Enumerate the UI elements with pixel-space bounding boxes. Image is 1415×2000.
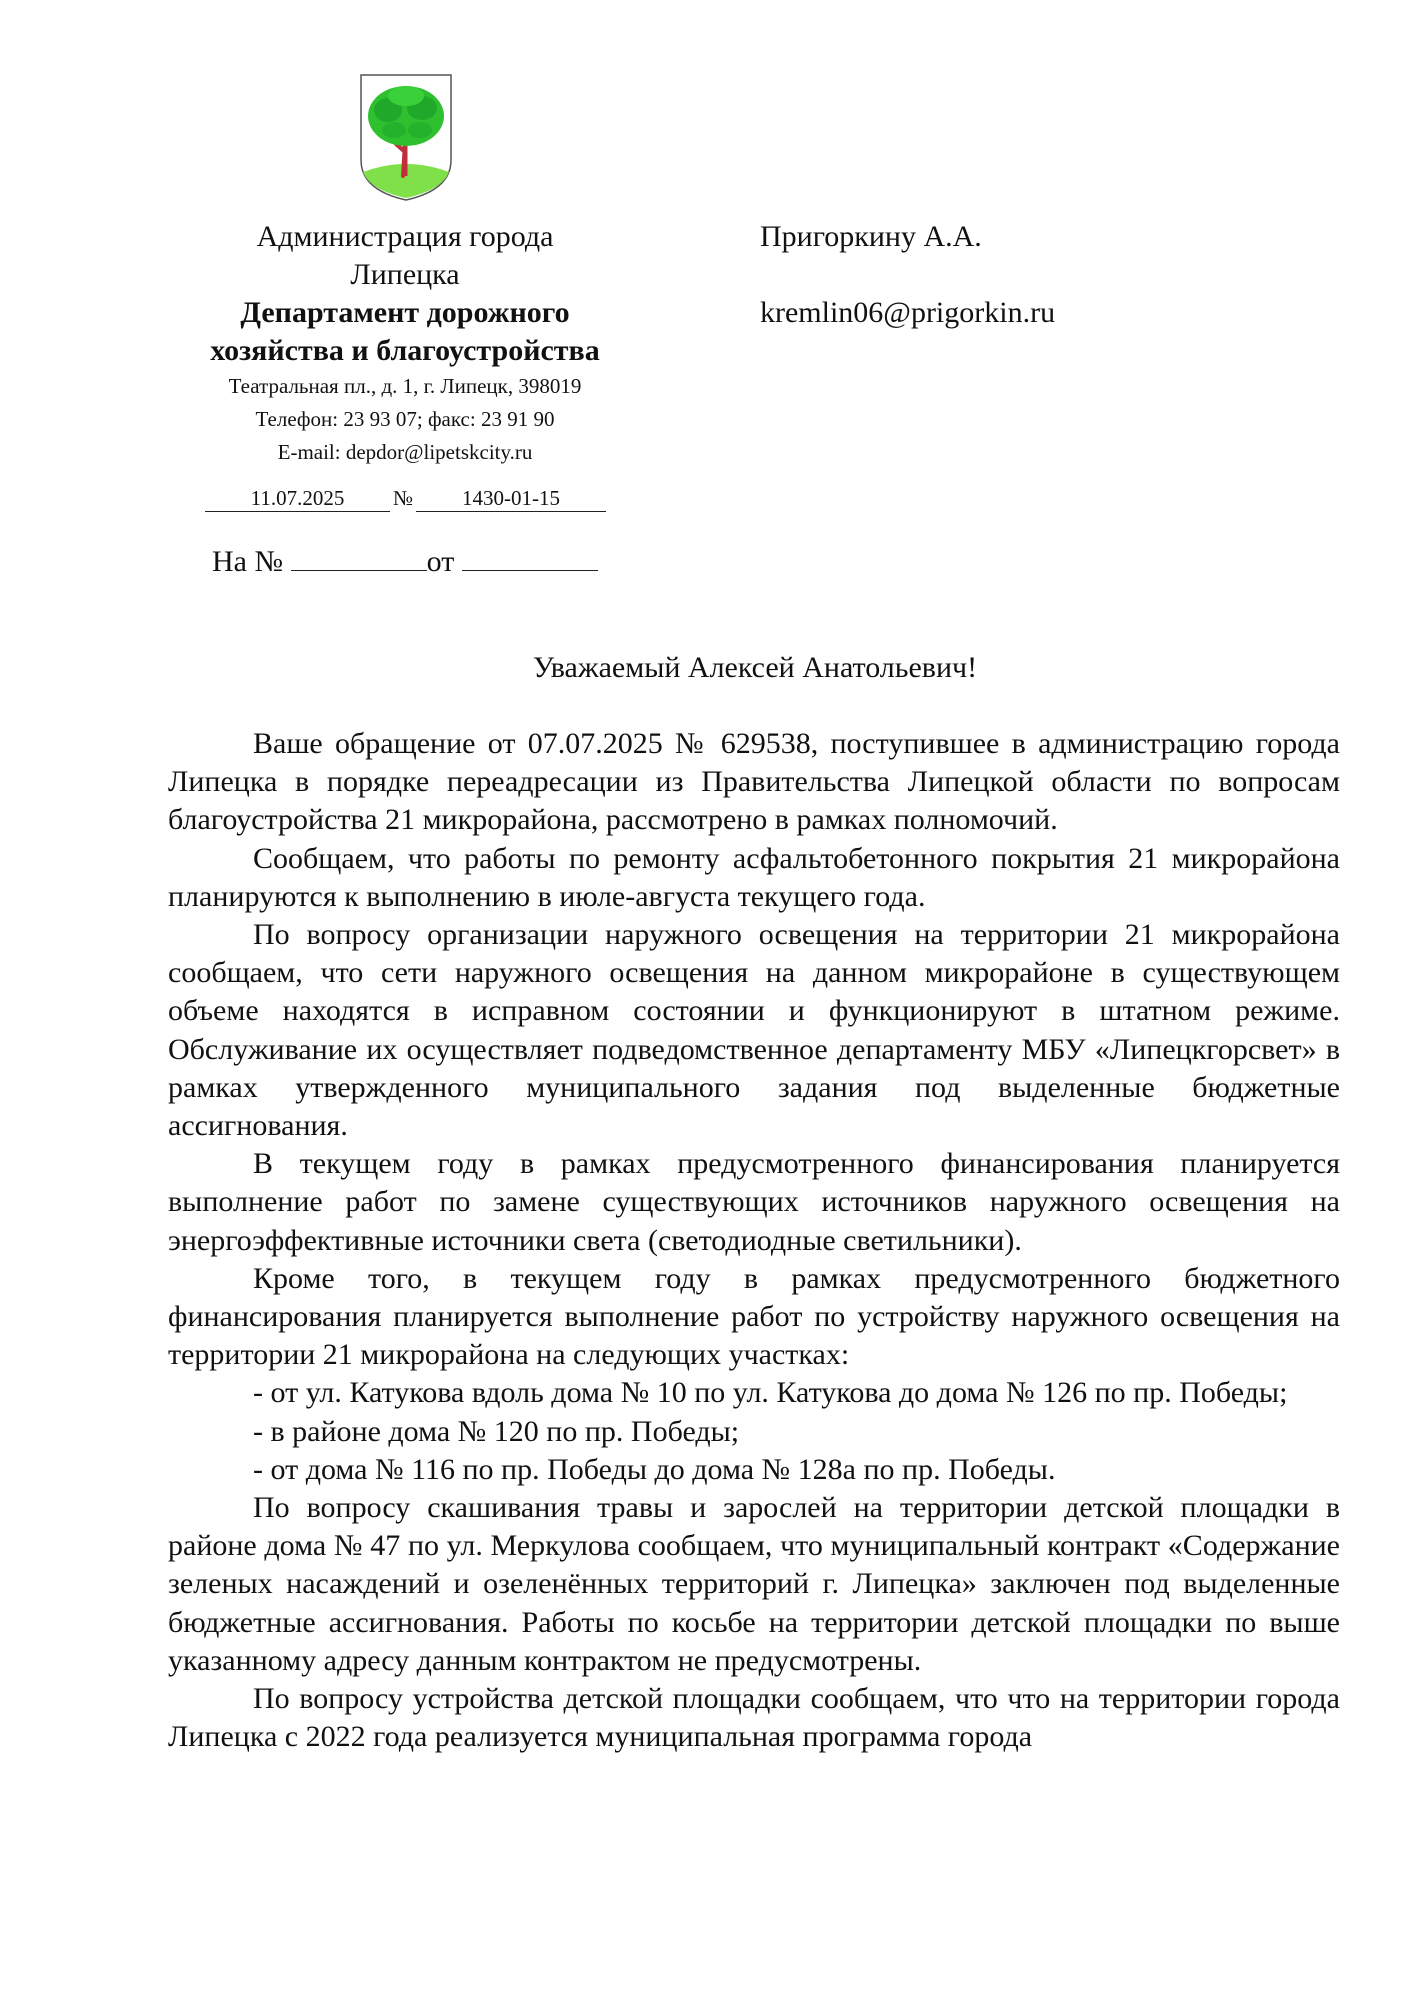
body-list-item: - от дома № 116 по пр. Победы до дома № 128а по пр. Победы. [253,1452,1056,1486]
letter-body [168,725,1340,1756]
body-list-item: - в районе дома № 120 по пр. Победы; [253,1414,740,1448]
body-paragraph: По вопросу организации наружного освещения на территории 21 микрорайона сообщаем, что сети наружного освещения на данном микрорайоне в существующем объеме находятся в исправном состоянии и функционируют в штатном режиме. Обслуживание их осуществляет подведомственное департаменту МБУ «Липецкгорсвет» в рамках утвержденного муниципального задания под выделенные бюджетные ассигнования. [168,918,1340,1143]
lipetsk-coat-of-arms-emblem [358,72,454,202]
number-sign: № [392,486,414,510]
body-paragraph: Ваше обращение от 07.07.2025 № 629538, поступившее в администрацию города Липецка в порядке переадресации из Правительства Липецкой области по вопросам благоустройства 21 микрорайона, рассмотрено в рамках полномочий. [168,727,1340,837]
body-paragraph: По вопросу устройства детской площадки сообщаем, что что на территории города Липецка с 2022 года реализуется муниципальная программа города [168,1682,1340,1754]
registration-line [205,483,605,513]
department-email: E-mail: depdor@lipetskcity.ru [277,440,533,464]
outgoing-number: 1430-01-15 [416,483,606,512]
body-paragraph: В текущем году в рамках предусмотренного финансирования планируется выполнение работ по замене существующих источников наружного освещения на энергоэффективные источники света (светодиодные светильники). [168,1147,1340,1257]
recipient-email: kremlin06@prigorkin.ru [760,296,1056,329]
department-name-line2: хозяйства и благоустройства [210,334,600,367]
body-paragraph: Сообщаем, что работы по ремонту асфальтобетонного покрытия 21 микрорайона планируются к выполнению в июле-августа текущего года. [168,841,1340,913]
reply-number-label: На № [212,545,284,578]
greeting: Уважаемый Алексей Анатольевич! [532,651,978,684]
org-name-line2: Липецка [350,258,460,291]
recipient-block [760,218,1360,332]
body-list-item: - от ул. Катукова вдоль дома № 10 по ул. Катукова до дома № 126 по пр. Победы; [253,1376,1288,1410]
reply-from-label: от [426,545,455,578]
letterhead [150,218,660,469]
org-name-line1: Администрация города [256,220,554,253]
reply-date-blank [462,538,598,571]
body-paragraph: Кроме того, в текущем году в рамках предусмотренного бюджетного финансирования планируется выполнение работ по устройству наружного освещения на территории 21 микрорайона на следующих участках: [168,1261,1340,1372]
recipient-name: Пригоркину А.А. [760,220,982,253]
outgoing-date: 11.07.2025 [205,483,390,512]
reply-number-blank [291,538,427,571]
body-paragraph: По вопросу скашивания травы и зарослей на территории детской площадки в районе дома № 47 по ул. Меркулова сообщаем, что муниципальный контракт «Содержание зеленых насаждений и озеленённых территорий г. Липецка» заключен под выделенные бюджетные ассигнования. Работы по косьбе на территории детской площадки по выше указанному адресу данным контрактом не предусмотрены. [168,1491,1340,1677]
department-address: Театральная пл., д. 1, г. Липецк, 398019 [228,374,582,398]
reply-reference-line [212,538,632,582]
department-name-line1: Департамент дорожного [240,296,570,329]
department-phone: Телефон: 23 93 07; факс: 23 91 90 [255,407,555,431]
